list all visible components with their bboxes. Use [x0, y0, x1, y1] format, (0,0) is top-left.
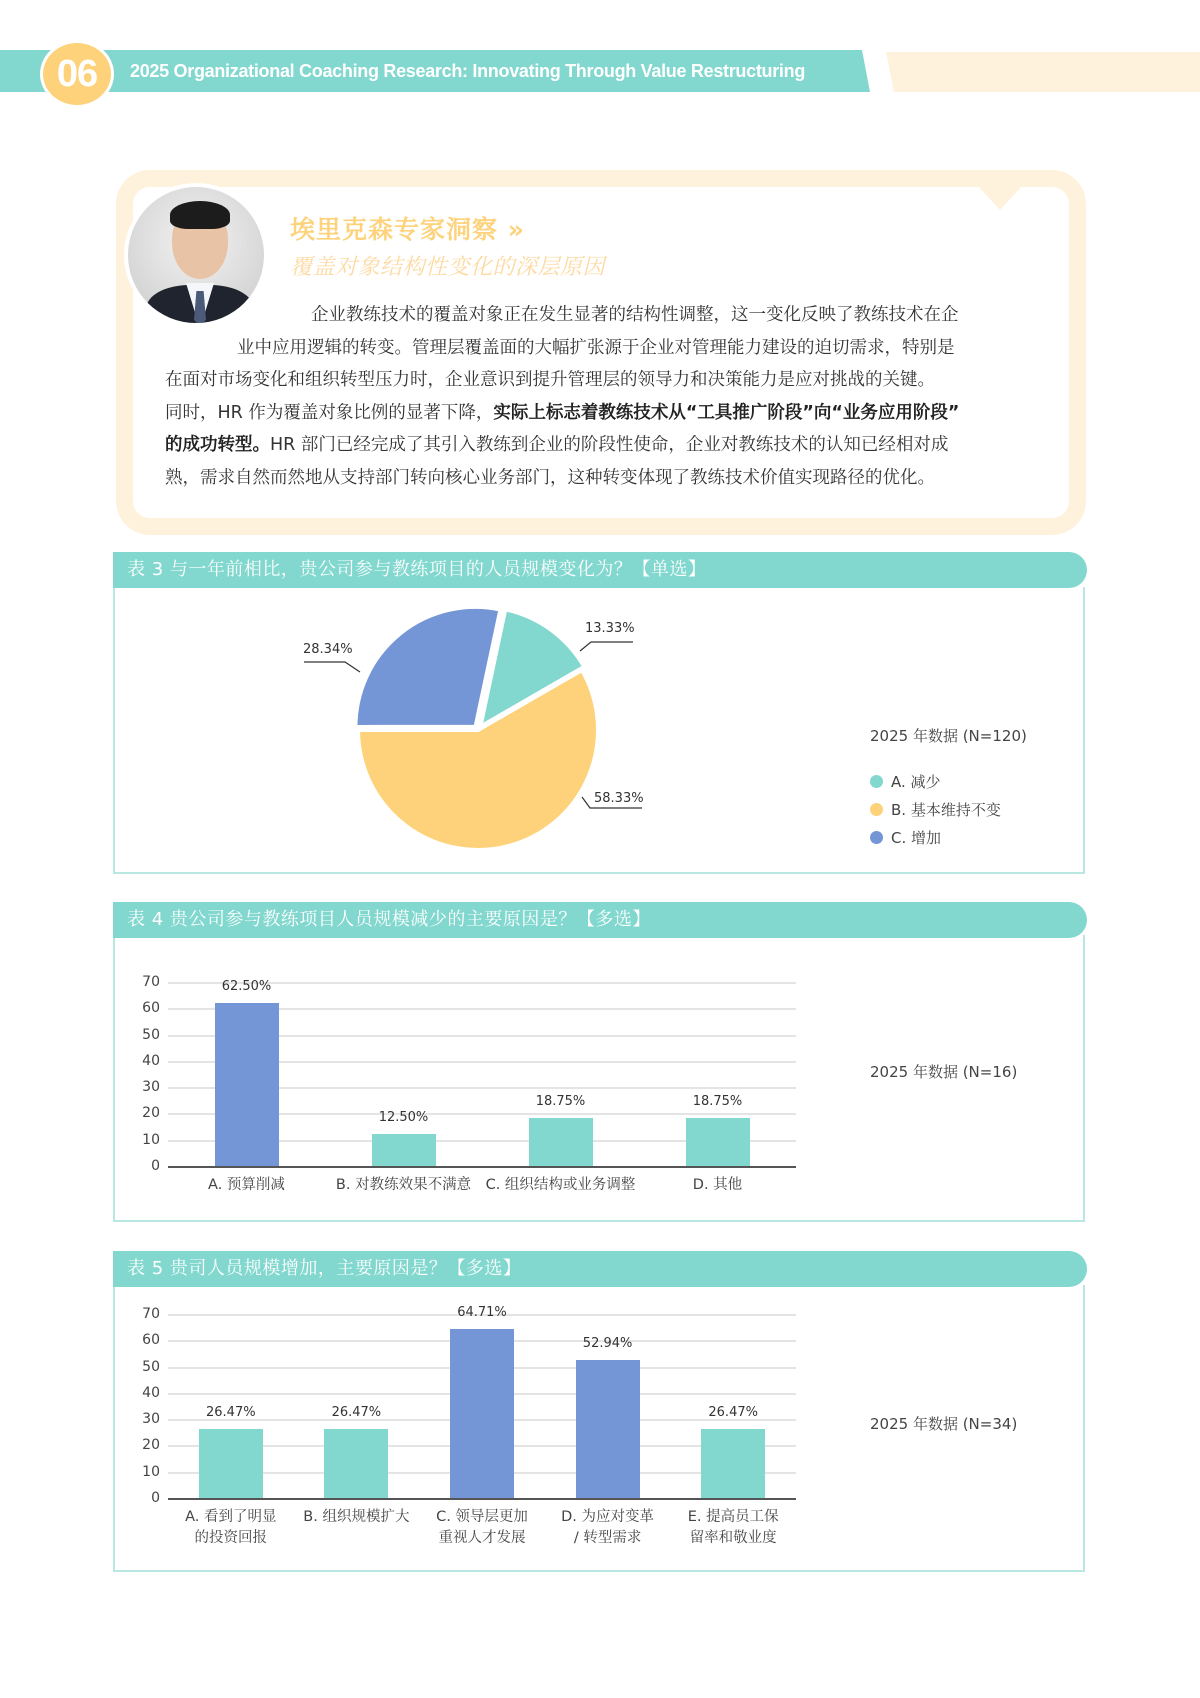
insight-text: 业中应用逻辑的转变。管理层覆盖面的大幅扩张源于企业对管理能力建设的迫切需求，特别是 [237, 337, 955, 358]
sample-size-note: 2025 年数据 (N=120) [870, 727, 1027, 745]
y-axis-tick: 10 [142, 1463, 160, 1480]
y-axis-tick: 0 [151, 1158, 160, 1174]
sample-size-note: 2025 年数据 (N=34) [870, 1415, 1018, 1433]
legend-label: B. 基本维持不变 [891, 801, 1001, 819]
pie-label-b: 58.33% [594, 791, 644, 806]
bar-value-label: 12.50% [378, 1110, 429, 1126]
x-axis-label-line: 重视人才发展 [438, 1530, 526, 1546]
sample-size-note: 2025 年数据 (N=16) [870, 1063, 1018, 1081]
bar-value-label: 62.50% [221, 978, 272, 994]
x-axis-label: C. 组织结构或业务调整 [485, 1177, 636, 1193]
insight-subtitle: 覆盖对象结构性变化的深层原因 [290, 255, 606, 280]
insight-line [165, 364, 1040, 397]
y-axis-tick: 40 [142, 1384, 160, 1401]
insight-title: 埃里克森专家洞察 » [290, 215, 525, 244]
bar-value-label: 18.75% [535, 1093, 586, 1109]
pie-label-c: 28.34% [303, 642, 353, 657]
x-axis-label-line: / 转型需求 [573, 1530, 642, 1546]
bar-value-label: 52.94% [582, 1335, 633, 1351]
x-axis-label-line: B. 组织规模扩大 [303, 1509, 410, 1525]
x-axis-label-line: 留率和敬业度 [689, 1530, 777, 1546]
y-axis-tick: 50 [142, 1358, 160, 1375]
bar-value-label: 64.71% [457, 1304, 507, 1320]
x-axis-label-line: D. 为应对变革 [561, 1509, 655, 1525]
y-axis-tick: 30 [142, 1411, 160, 1428]
bar [324, 1429, 388, 1499]
insight-line [165, 462, 1040, 495]
y-axis-tick: 20 [142, 1105, 160, 1122]
x-axis-label-line: 的投资回报 [194, 1530, 268, 1546]
bar [372, 1134, 436, 1167]
section-number-badge: 06 [40, 40, 114, 108]
insight-text: 企业教练技术的覆盖对象正在发生显著的结构性调整，这一变化反映了教练技术在企 [311, 305, 959, 325]
bar-value-label: 26.47% [708, 1405, 758, 1421]
y-axis-tick: 70 [142, 974, 160, 990]
bar [701, 1429, 765, 1499]
insight-emphasis: 实际上标志着教练技术从“工具推广阶段”向“业务应用阶段” [493, 402, 960, 423]
insight-line [165, 332, 1040, 365]
pie-label-a: 13.33% [585, 621, 635, 636]
legend-label: C. 增加 [891, 829, 942, 847]
header-title: 2025 Organizational Coaching Research: Innovating Through Value Restructuring [130, 61, 806, 81]
x-axis-label: A. 预算削减 [208, 1177, 285, 1193]
y-axis-tick: 30 [142, 1079, 160, 1096]
chart-title-table4: 表 4 贵公司参与教练项目人员规模减少的主要原因是？【多选】 [113, 902, 1087, 938]
x-axis-label [653, 1507, 813, 1549]
chart-title-table3: 表 3 与一年前相比，贵公司参与教练项目的人员规模变化为？【单选】 [113, 552, 1087, 588]
pie-slice-c [355, 607, 500, 727]
insight-line [165, 429, 1040, 462]
y-axis-tick: 50 [142, 1026, 160, 1043]
x-axis-line [168, 1166, 796, 1168]
x-axis-label: D. 其他 [692, 1177, 743, 1193]
insight-text: 熟，需求自然而然地从支持部门转向核心业务部门，这种转变体现了教练技术价值实现路径的优化。 [165, 467, 935, 488]
bar [215, 1003, 279, 1167]
y-axis-tick: 70 [142, 1306, 160, 1322]
x-axis-label: B. 对教练效果不满意 [335, 1177, 472, 1193]
bar [576, 1360, 640, 1499]
insight-line [165, 397, 1040, 430]
legend-item-c [870, 827, 941, 848]
insight-emphasis: 的成功转型。 [165, 435, 270, 455]
bar-value-label: 26.47% [331, 1405, 382, 1421]
y-axis-tick: 60 [142, 1000, 160, 1017]
bar [529, 1118, 593, 1167]
avatar-hair [170, 201, 230, 229]
insight-text: 在面对市场变化和组织转型压力时，企业意识到提升管理层的领导力和决策能力是应对挑战的关键。 [165, 370, 935, 390]
bar [199, 1429, 263, 1499]
legend-item-b [870, 799, 1001, 820]
y-axis-tick: 0 [151, 1490, 160, 1506]
insight-body [165, 299, 1040, 494]
legend-dot-icon [870, 803, 883, 816]
bar-value-label: 26.47% [206, 1405, 256, 1421]
y-axis-tick: 60 [142, 1332, 160, 1349]
insight-text: HR 部门已经完成了其引入教练到企业的阶段性使命，企业对教练技术的认知已经相对成 [270, 435, 949, 455]
y-axis-tick: 20 [142, 1437, 160, 1454]
y-axis-tick: 10 [142, 1131, 160, 1148]
x-axis-label-line: E. 提高员工保 [687, 1509, 779, 1525]
y-axis-tick: 40 [142, 1052, 160, 1069]
legend-label: A. 减少 [891, 773, 941, 791]
x-axis-line [168, 1498, 796, 1500]
x-axis-label-line: A. 看到了明显 [185, 1509, 277, 1525]
header-accent-band [886, 52, 1200, 92]
legend-item-a [870, 771, 941, 792]
legend-dot-icon [870, 775, 883, 788]
legend-dot-icon [870, 831, 883, 844]
insight-text: 同时，HR 作为覆盖对象比例的显著下降， [165, 402, 494, 423]
insight-line [165, 299, 1040, 332]
x-axis-label-line: C. 领导层更加 [436, 1509, 528, 1525]
chart-title-table5: 表 5 贵司人员规模增加，主要原因是？【多选】 [113, 1251, 1087, 1287]
bar [686, 1118, 750, 1167]
bar-value-label: 18.75% [692, 1093, 743, 1109]
bar [450, 1329, 514, 1499]
